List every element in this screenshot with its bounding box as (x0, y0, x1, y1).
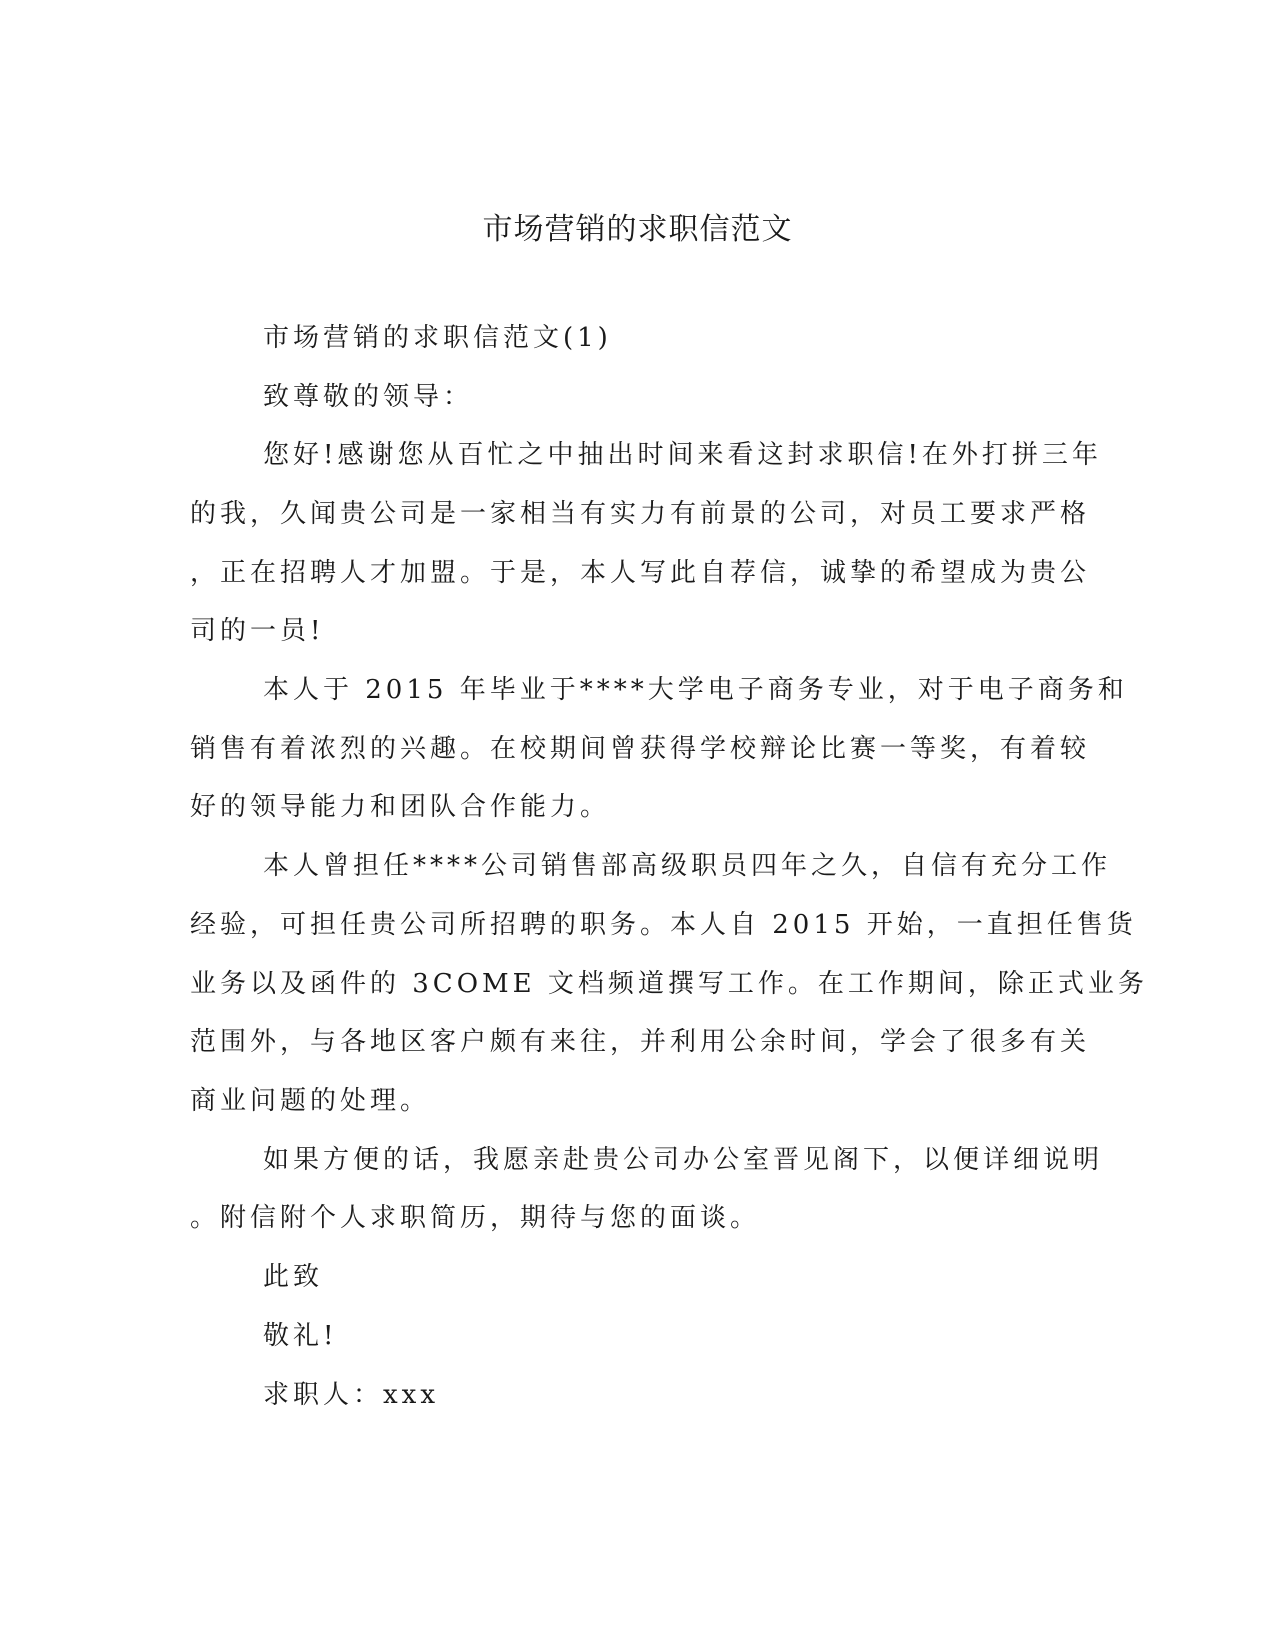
paragraph-1-line-1: 您好!感谢您从百忙之中抽出时间来看这封求职信!在外打拼三年 (263, 440, 1102, 470)
paragraph-3-line-2: 经验，可担任贵公司所招聘的职务。本人自 2015 开始，一直担任售货 (190, 910, 1137, 940)
letter-subtitle: 市场营销的求职信范文(1) (263, 323, 612, 353)
paragraph-2-line-1: 本人于 2015 年毕业于****大学电子商务专业，对于电子商务和 (263, 675, 1128, 705)
paragraph-3-line-4: 范围外，与各地区客户颇有来往，并利用公余时间，学会了很多有关 (190, 1027, 1091, 1057)
closing-ci-zhi: 此致 (263, 1262, 324, 1292)
paragraph-4-line-1: 如果方便的话，我愿亲赴贵公司办公室晋见阁下，以便详细说明 (263, 1145, 1104, 1175)
closing-jing-li: 敬礼! (263, 1321, 338, 1351)
document-title: 市场营销的求职信范文 (482, 212, 793, 247)
paragraph-2-line-2: 销售有着浓烈的兴趣。在校期间曾获得学校辩论比赛一等奖，有着较 (190, 734, 1091, 764)
paragraph-1-line-3: ，正在招聘人才加盟。于是，本人写此自荐信，诚挚的希望成为贵公 (190, 558, 1091, 588)
paragraph-3-line-1: 本人曾担任****公司销售部高级职员四年之久，自信有充分工作 (263, 851, 1112, 881)
paragraph-2-line-3: 好的领导能力和团队合作能力。 (190, 792, 611, 822)
signature: 求职人：xxx (263, 1380, 439, 1410)
paragraph-3-line-3: 业务以及函件的 3COME 文档频道撰写工作。在工作期间，除正式业务 (190, 969, 1148, 999)
paragraph-1-line-4: 司的一员! (190, 616, 325, 646)
paragraph-4-line-2: 。附信附个人求职简历，期待与您的面谈。 (190, 1203, 761, 1233)
paragraph-1-line-2: 的我，久闻贵公司是一家相当有实力有前景的公司，对员工要求严格 (190, 499, 1091, 529)
paragraph-3-line-5: 商业问题的处理。 (190, 1086, 431, 1116)
letter-salutation: 致尊敬的领导： (263, 382, 474, 412)
